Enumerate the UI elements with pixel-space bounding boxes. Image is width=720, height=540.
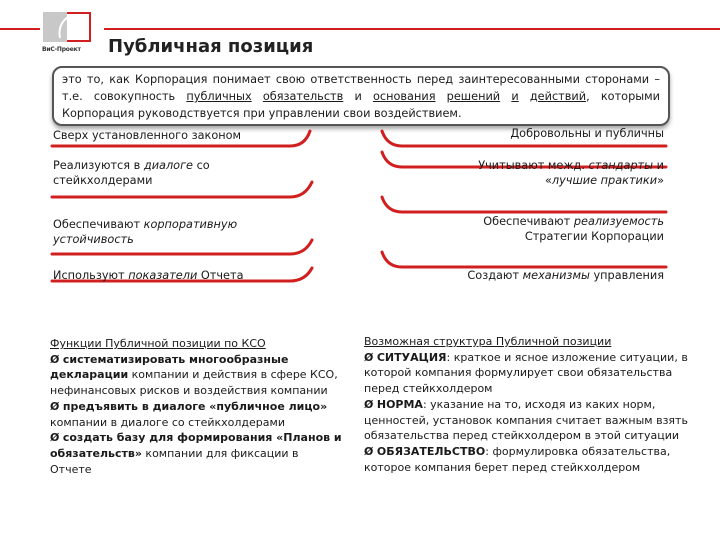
right-item-1: Добровольны и публичны <box>510 127 664 140</box>
right-item-3: Обеспечивают реализуемость Стратегии Корпорации <box>483 215 664 243</box>
company-logo <box>40 6 94 56</box>
left-item-3: Обеспечивают корпоративную устойчивость <box>53 218 238 246</box>
structure-block <box>364 334 694 475</box>
logo-text: ВиС-Проект <box>42 46 81 53</box>
structure-item-2: Ø НОРМА: указание на то, исходя из каких норм, ценностей, установок компания считает важным взять обязательства перед стейкхолдером в этой ситуации <box>364 397 688 443</box>
definition-underlined-obligations: обязательств <box>262 90 344 103</box>
definition-underlined-grounds: основания <box>372 90 436 103</box>
definition-underlined-decisions: решений <box>446 90 501 103</box>
definition-underlined-and: и <box>511 90 519 103</box>
left-item-4: Используют показатели Отчета <box>53 269 244 282</box>
structure-heading: Возможная структура Публичной позиции <box>364 335 612 348</box>
definition-box <box>52 66 670 126</box>
functions-item-2: Ø предъявить в диалоге «публичное лицо» компании в диалоге со стейкхолдерами <box>50 399 328 429</box>
definition-underlined-public: публичных <box>186 90 252 103</box>
functions-heading: Функции Публичной позиции по КСО <box>50 337 266 350</box>
definition-text-3: , которыми Корпорация руководствуется при управлении свои воздействием. <box>62 90 661 120</box>
page-title: Публичная позиция <box>108 36 314 57</box>
right-brackets <box>380 128 680 288</box>
right-item-2: Учитывают межд. стандарты и «лучшие практики» <box>478 159 664 187</box>
logo-mark-icon <box>50 14 80 40</box>
structure-item-3: Ø ОБЯЗАТЕЛЬСТВО: формулировка обязательства, которое компания берет перед стейкхолдером <box>364 444 671 474</box>
functions-item-3: Ø создать базу для формирования «Планов и обязательств» компании для фиксации в Отчете <box>50 431 342 476</box>
definition-text-1: это то, как Корпорация понимает свою ответственность перед заинтересованными сторонами – т.е. совокупность <box>62 73 660 103</box>
definition-underlined-actions: действий <box>529 90 587 103</box>
definition-text-2: и <box>343 90 373 103</box>
header-rule-right <box>104 28 720 30</box>
functions-block <box>50 336 342 477</box>
right-item-4: Создают механизмы управления <box>467 269 664 282</box>
functions-item-1: Ø систематизировать многообразные декларации компании и действия в сфере КСО, нефинансовых рисков и воздействия компании <box>50 352 338 398</box>
left-brackets <box>50 128 350 288</box>
left-item-2: Реализуются в диалоге со стейкхолдерами <box>53 159 210 187</box>
left-item-1: Сверх установленного законом <box>53 129 242 142</box>
header-rule-left <box>0 28 40 30</box>
structure-item-1: Ø СИТУАЦИЯ: краткое и ясное изложение ситуации, в которой компания формулирует свои обязательства перед стейкхолдером <box>364 350 688 396</box>
